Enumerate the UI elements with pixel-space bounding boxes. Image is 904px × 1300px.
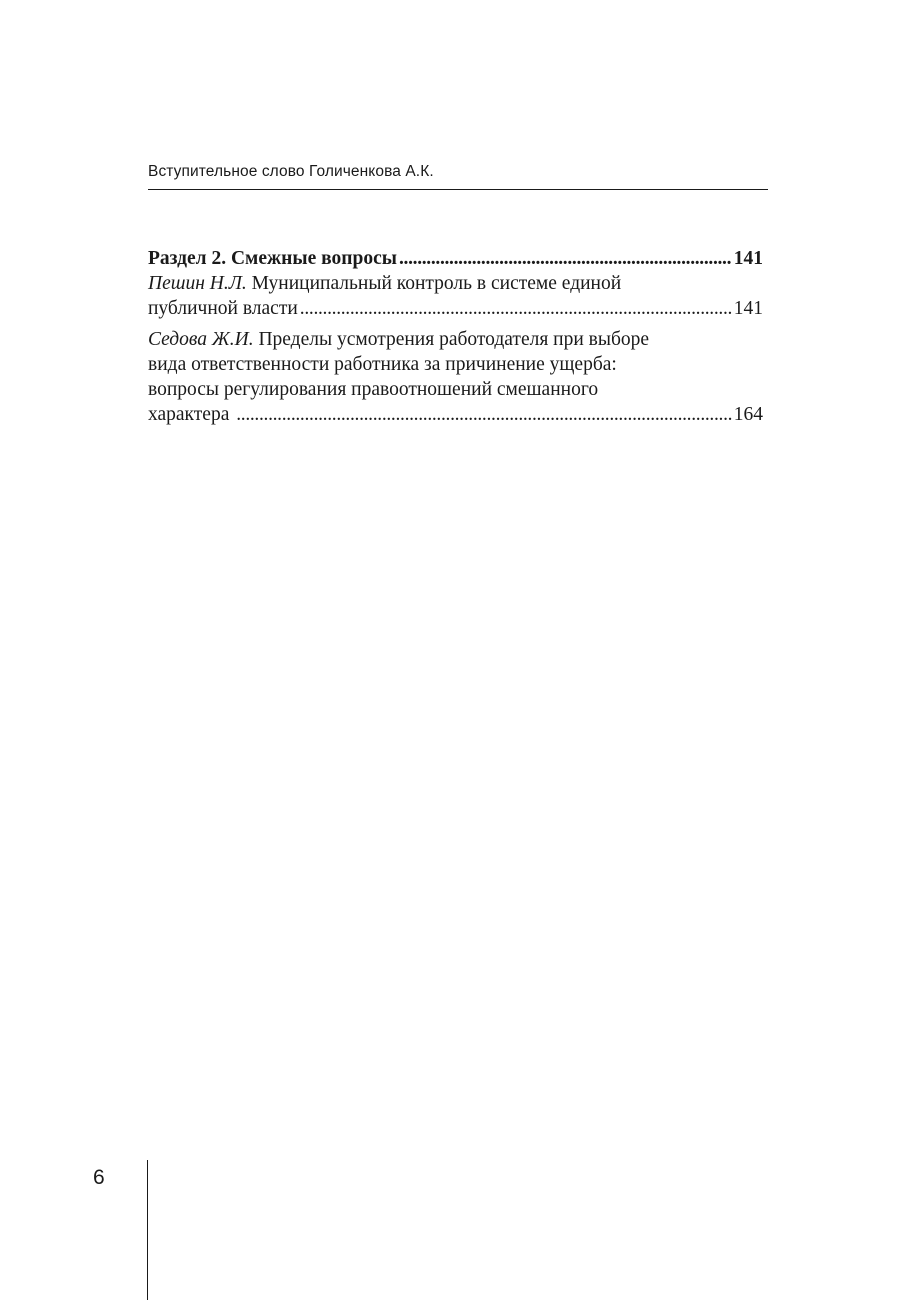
toc-entry-last-line xyxy=(148,402,763,427)
toc-entry-last-line xyxy=(148,296,763,321)
running-head: Вступительное слово Голиченкова А.К. xyxy=(148,163,434,180)
toc-section-line xyxy=(148,246,763,271)
toc-entry-author: Седова Ж.И. xyxy=(148,329,254,350)
dot-leader xyxy=(399,246,732,271)
toc-entry[interactable] xyxy=(148,271,763,321)
toc-entry-line: вопросы регулирования правоотношений смешанного xyxy=(148,379,599,400)
toc-page-number: 141 xyxy=(733,248,763,269)
toc-page-number: 164 xyxy=(733,404,763,425)
header-rule xyxy=(148,189,768,190)
toc-entry-author: Пешин Н.Л. xyxy=(148,273,247,294)
margin-rule xyxy=(147,1160,148,1300)
table-of-contents xyxy=(148,246,763,427)
toc-entry-title: публичной власти xyxy=(148,298,298,319)
toc-entry[interactable] xyxy=(148,327,763,427)
page-number: 6 xyxy=(93,1166,105,1189)
dot-leader xyxy=(300,296,732,321)
toc-entry-title: Муниципальный контроль в системе единой xyxy=(251,273,622,294)
dot-leader xyxy=(236,402,732,427)
toc-entry-line xyxy=(148,271,763,296)
toc-entry-line xyxy=(148,327,763,352)
toc-page-number: 141 xyxy=(733,298,763,319)
toc-entry-line: вида ответственности работника за причинение ущерба: xyxy=(148,354,617,375)
toc-entry-title: характера xyxy=(148,404,235,425)
toc-entry-title: Пределы усмотрения работодателя при выборе xyxy=(258,329,650,350)
toc-section-heading[interactable] xyxy=(148,246,763,271)
toc-section-title: Раздел 2. Смежные вопросы xyxy=(148,248,397,269)
